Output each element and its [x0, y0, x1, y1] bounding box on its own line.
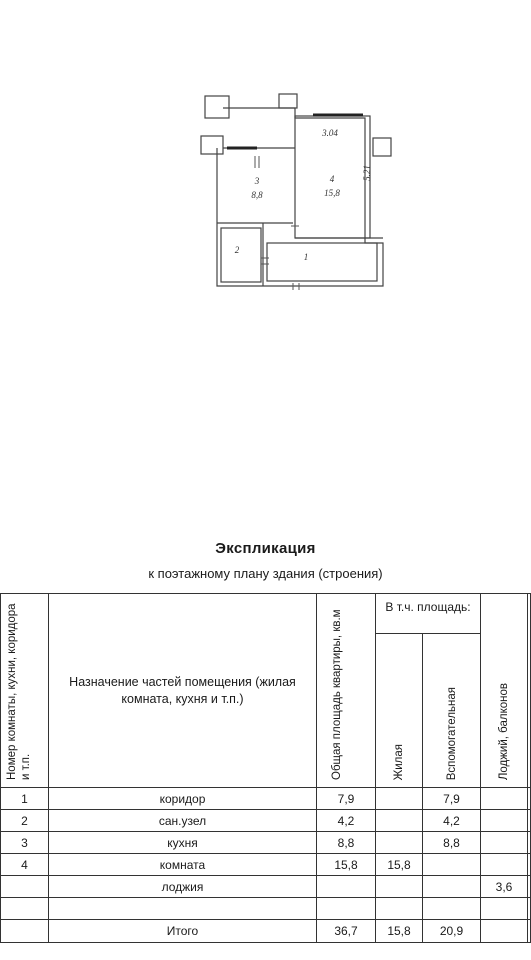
table-cell: 15,8	[376, 854, 423, 876]
header-aux: Вспомогательная	[423, 634, 481, 788]
total-aux: 20,9	[423, 920, 481, 943]
table-cell	[317, 876, 376, 898]
explication-table	[0, 593, 531, 943]
table-row	[1, 898, 531, 920]
room-2-num: 2	[234, 245, 240, 255]
table-cell	[481, 854, 528, 876]
table-cell	[481, 810, 528, 832]
table-cell: кухня	[49, 832, 317, 854]
page-subtitle: к поэтажному плану здания (строения)	[148, 566, 383, 581]
table-cell	[1, 876, 49, 898]
table-cell	[528, 810, 531, 832]
room-3-num: 3	[254, 176, 260, 186]
table-cell	[376, 810, 423, 832]
total-label: Итого	[49, 920, 317, 943]
total-loggia	[481, 920, 528, 943]
page-title: Экспликация	[215, 540, 316, 557]
table-cell	[1, 920, 49, 943]
floor-plan	[195, 88, 410, 293]
wall-block	[201, 136, 223, 154]
table-cell	[528, 898, 531, 920]
table-cell: 3	[1, 832, 49, 854]
table-cell	[376, 788, 423, 810]
table-cell: лоджия	[49, 876, 317, 898]
table-cell	[376, 876, 423, 898]
table-cell: 4,2	[317, 810, 376, 832]
header-extra	[528, 594, 531, 788]
table-cell	[1, 898, 49, 920]
table-cell: 8,8	[317, 832, 376, 854]
wall-block	[279, 94, 297, 108]
header-num: Номер комнаты, кухни, коридора и т.п.	[1, 594, 49, 788]
table-cell	[376, 832, 423, 854]
table-cell	[528, 854, 531, 876]
total-area: 36,7	[317, 920, 376, 943]
room-1-num: 1	[303, 252, 309, 262]
table-header-row	[1, 594, 531, 634]
table-cell	[528, 788, 531, 810]
header-including: В т.ч. площадь:	[376, 594, 481, 634]
table-cell	[423, 854, 481, 876]
table-cell	[317, 898, 376, 920]
table-cell: комната	[49, 854, 317, 876]
dim-top-label: 3.04	[322, 128, 338, 138]
table-row	[1, 854, 531, 876]
table-cell: 7,9	[423, 788, 481, 810]
corridor-inner	[267, 243, 377, 281]
table-cell	[528, 876, 531, 898]
table-cell	[49, 898, 317, 920]
header-living: Жилая	[376, 634, 423, 788]
room-4-area: 15,8	[324, 188, 340, 198]
header-total: Общая площадь квартиры, кв.м	[317, 594, 376, 788]
header-purpose: Назначение частей помещения (жилая комната, кухня и т.п.)	[49, 594, 317, 788]
table-row	[1, 832, 531, 854]
total-living: 15,8	[376, 920, 423, 943]
table-cell	[481, 898, 528, 920]
table-cell: 3,6	[481, 876, 528, 898]
table-total-row	[1, 920, 531, 943]
table-cell	[423, 876, 481, 898]
wall-block	[205, 96, 229, 118]
outer-wall	[217, 148, 383, 286]
table-cell: коридор	[49, 788, 317, 810]
table-cell	[528, 832, 531, 854]
room-3-area: 8,8	[251, 190, 263, 200]
table-cell: сан.узел	[49, 810, 317, 832]
table-cell	[423, 898, 481, 920]
bath-inner	[221, 228, 261, 282]
table-cell	[481, 832, 528, 854]
room-4-num: 4	[329, 174, 335, 184]
table-cell: 4	[1, 854, 49, 876]
table-cell: 8,8	[423, 832, 481, 854]
wall-block	[373, 138, 391, 156]
table-cell: 1	[1, 788, 49, 810]
table-cell: 2	[1, 810, 49, 832]
table-cell	[376, 898, 423, 920]
table-cell	[528, 920, 531, 943]
table-row	[1, 810, 531, 832]
table-cell: 15,8	[317, 854, 376, 876]
table-cell	[481, 788, 528, 810]
dim-side-label: 5.21	[362, 165, 372, 181]
table-cell: 4,2	[423, 810, 481, 832]
header-loggia: Лоджий, балконов	[481, 594, 528, 788]
table-row	[1, 876, 531, 898]
table-cell: 7,9	[317, 788, 376, 810]
table-row	[1, 788, 531, 810]
